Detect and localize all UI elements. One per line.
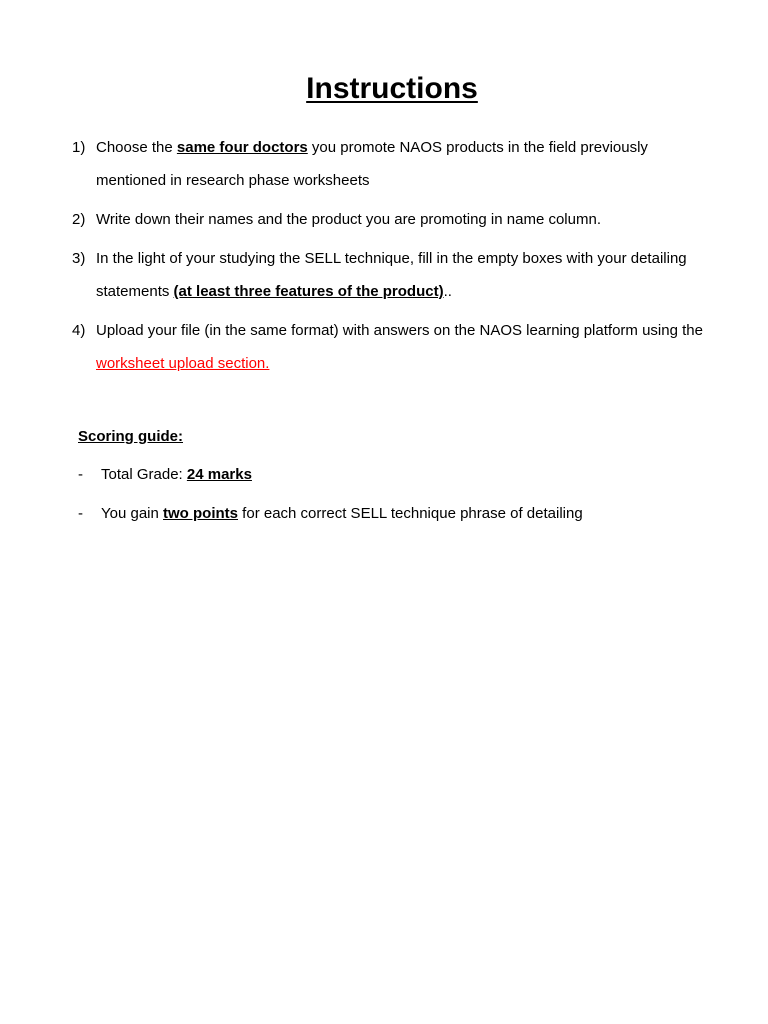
scoring-item-points xyxy=(78,497,718,530)
scoring-text: Total Grade: xyxy=(101,466,187,483)
emphasis-text: same four doctors xyxy=(176,139,308,156)
scoring-text: You gain xyxy=(101,505,164,522)
instruction-text: In the light of your studying the SELL technique, fill in the empty boxes with your detailing statements xyxy=(96,250,687,300)
instruction-text: Write down their names and the product you are promoting in name column. xyxy=(96,211,601,228)
instruction-item-1 xyxy=(72,131,712,197)
page-title: Instructions xyxy=(306,72,478,105)
instruction-text: you promote NAOS products in the field previously mentioned in research phase worksheets xyxy=(96,139,648,189)
worksheet-upload-link[interactable]: worksheet upload section. xyxy=(96,355,270,372)
instruction-text: Upload your file (in the same format) with answers on the NAOS learning platform using the xyxy=(96,322,703,339)
scoring-text: for each correct SELL technique phrase of detailing xyxy=(238,505,583,522)
item-number: 2) xyxy=(72,211,86,228)
scoring-item-total-grade xyxy=(78,458,718,491)
instruction-item-3 xyxy=(72,242,712,308)
item-number: 3) xyxy=(72,250,86,267)
instruction-text: Choose the xyxy=(96,139,177,156)
emphasis-text: (at least three features of the product) xyxy=(173,283,444,300)
scoring-guide-heading: Scoring guide: xyxy=(78,428,183,445)
scoring-list xyxy=(78,458,718,536)
item-number: 4) xyxy=(72,322,86,339)
item-number: 1) xyxy=(72,139,86,156)
instruction-item-4 xyxy=(72,314,712,380)
instruction-item-2 xyxy=(72,203,712,236)
emphasis-text: two points xyxy=(163,505,239,522)
instructions-list xyxy=(72,131,712,386)
emphasis-text: 24 marks xyxy=(186,466,252,483)
instruction-text: .. xyxy=(443,283,452,300)
list-dash: - xyxy=(78,466,83,483)
list-dash: - xyxy=(78,505,83,522)
